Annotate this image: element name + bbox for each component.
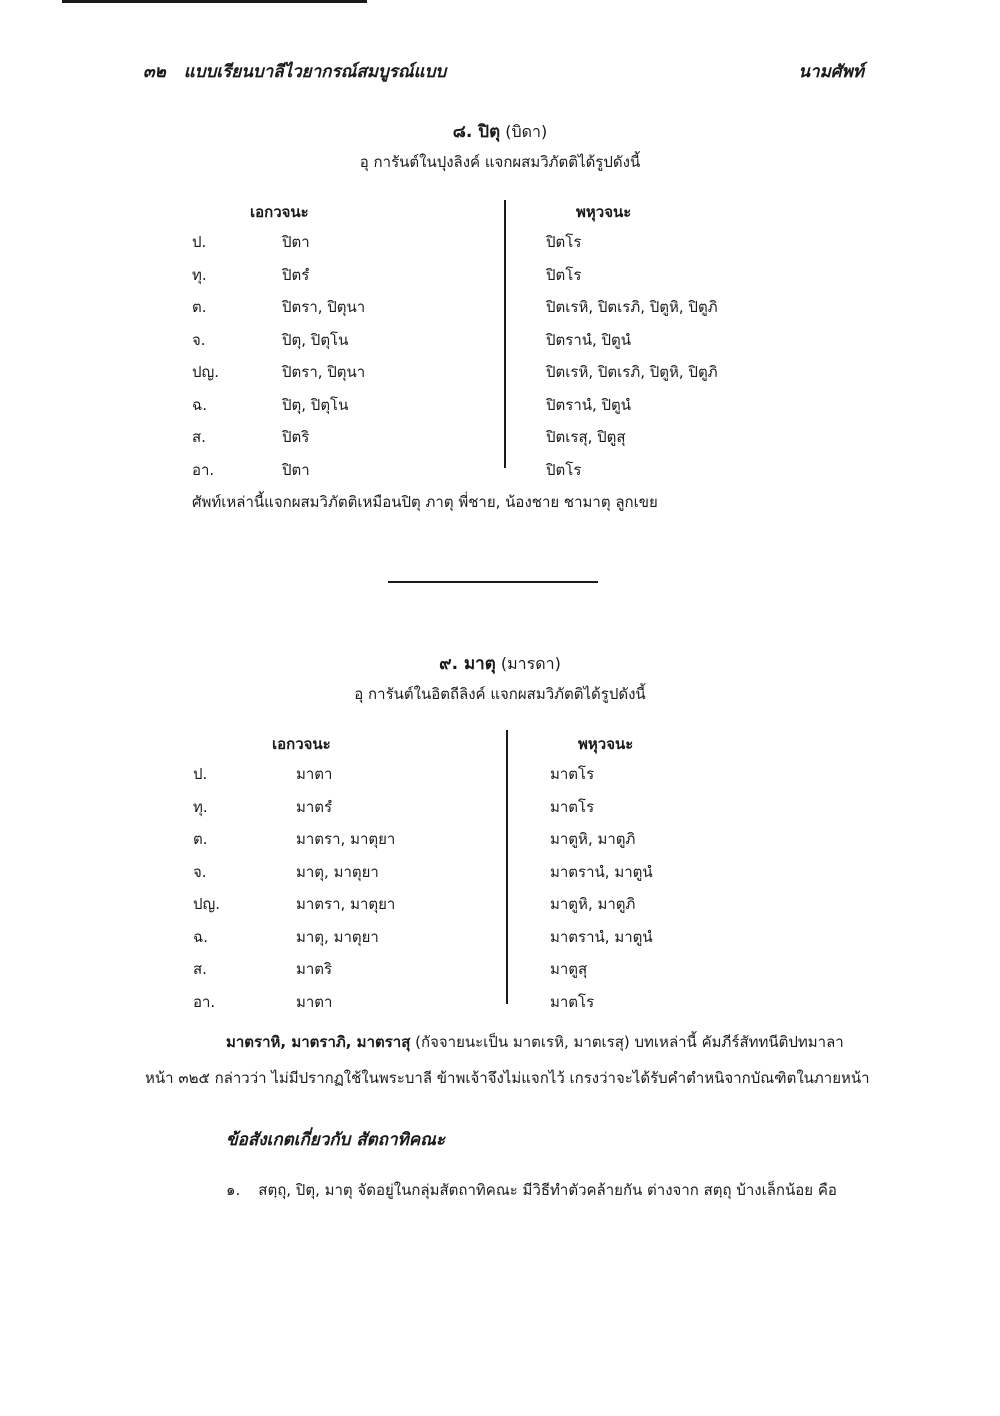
case-label: ฉ.: [192, 395, 207, 414]
section-8-note: ศัพท์เหล่านี้แจกผสมวิภัตติเหมือนปิตุ ภาตุ พี่ชาย, น้องชาย ชามาตุ ลูกเขย: [192, 493, 658, 511]
plural-form: มาตูหิ, มาตูภิ: [550, 830, 636, 848]
singular-form: มาตุ, มาตุยา: [296, 862, 379, 881]
case-label: จ.: [193, 862, 207, 881]
table-row: [0, 328, 1000, 358]
section-9-col-plural: พหุวจนะ: [578, 735, 634, 753]
plural-form: ปิตโร: [546, 460, 582, 479]
case-label: ทุ.: [193, 797, 208, 816]
table-row: [0, 263, 1000, 293]
singular-form: ปิตรา, ปิตุนา: [282, 363, 366, 381]
section-8-gloss: (บิดา): [505, 122, 548, 141]
case-label: อา.: [193, 992, 216, 1011]
case-label: ส.: [192, 428, 206, 446]
plural-form: มาตโร: [550, 797, 595, 816]
scan-edge-line: [62, 0, 367, 3]
case-label: ป.: [193, 765, 208, 783]
case-label: ต.: [193, 830, 208, 848]
observation-item-1: [226, 1178, 837, 1202]
table-row: [0, 762, 1000, 792]
table-row: [0, 360, 1000, 390]
table-row: [0, 230, 1000, 260]
paragraph-line-1-rest: (กัจจายนะเป็น มาตเรหิ, มาตเรสุ) บทเหล่านี้ คัมภีร์สัททนีติปทมาลา: [410, 1033, 844, 1051]
plural-form: มาตรานํ, มาตูนํ: [550, 862, 653, 881]
paragraph-line-2: หน้า ๓๒๕ กล่าวว่า ไม่มีปรากฏใช้ในพระบาลี ข้าพเจ้าจึงไม่แจกไว้ เกรงว่าจะได้รับคำตำหนิจากบัณฑิตในภายหน้า: [145, 1069, 870, 1087]
singular-form: ปิตรา, ปิตุนา: [282, 298, 366, 316]
plural-form: มาตโร: [550, 992, 595, 1011]
table-row: [0, 957, 1000, 987]
chapter-title: นามศัพท์: [798, 62, 864, 82]
table-row: [0, 295, 1000, 325]
table-row: [0, 827, 1000, 857]
table-row: [0, 892, 1000, 922]
table-row: [0, 458, 1000, 488]
case-label: ทุ.: [192, 265, 207, 284]
table-row: [0, 393, 1000, 423]
case-label: ฉ.: [193, 927, 208, 946]
plural-form: ปิตเรหิ, ปิตเรภิ, ปิตูหิ, ปิตูภิ: [546, 298, 718, 316]
paragraph-bold-forms: มาตราหิ, มาตราภิ, มาตราสุ: [226, 1033, 411, 1051]
singular-form: มาตรา, มาตุยา: [296, 830, 396, 848]
plural-form: ปิตรานํ, ปิตูนํ: [546, 395, 632, 414]
case-label: ป.: [192, 233, 207, 251]
plural-form: มาตูหิ, มาตูภิ: [550, 895, 636, 913]
section-8-col-singular: เอกวจนะ: [250, 203, 309, 221]
case-label: ต.: [192, 298, 207, 316]
section-8-col-plural: พหุวจนะ: [576, 203, 632, 221]
case-label: ปญ.: [192, 363, 220, 381]
section-9-title: [0, 650, 1000, 677]
case-label: ส.: [193, 960, 207, 978]
singular-form: มาตา: [296, 992, 333, 1011]
plural-form: มาตรานํ, มาตูนํ: [550, 927, 653, 946]
book-title: แบบเรียนบาลีไวยากรณ์สมบูรณ์แบบ: [183, 62, 447, 82]
plural-form: มาตโร: [550, 765, 595, 783]
section-9-col-singular: เอกวจนะ: [272, 735, 331, 753]
plural-form: ปิตเรหิ, ปิตเรภิ, ปิตูหิ, ปิตูภิ: [546, 363, 718, 381]
case-label: จ.: [192, 330, 206, 349]
plural-form: ปิตโร: [546, 233, 582, 251]
page-number: ๓๒: [143, 62, 166, 82]
plural-form: ปิตรานํ, ปิตูนํ: [546, 330, 632, 349]
plural-form: ปิตเรสุ, ปิตูสุ: [546, 428, 626, 446]
section-8-subtitle: อุ การันต์ในปุงลิงค์ แจกผสมวิภัตติได้รูปดังนี้: [359, 153, 641, 171]
table-row: [0, 925, 1000, 955]
section-8-number-title: ๘. ปิตุ: [452, 122, 501, 142]
singular-form: มาตรํ: [296, 797, 333, 816]
singular-form: มาตรา, มาตุยา: [296, 895, 396, 913]
observation-item-1-text: สตฺถุ, ปิตุ, มาตุ จัดอยู่ในกลุ่มสัตถาทิคณะ มีวิธีทำตัวคล้ายกัน ต่างจาก สตฺถุ บ้างเล็กน้อย คือ: [258, 1181, 837, 1199]
singular-form: ปิตริ: [282, 428, 310, 446]
singular-form: มาตา: [296, 765, 333, 783]
page-header-left: [143, 58, 458, 85]
section-9-subtitle: อุ การันต์ในอิตถีลิงค์ แจกผสมวิภัตติได้รูปดังนี้: [354, 685, 646, 703]
table-row: [0, 990, 1000, 1020]
observations-heading: ข้อสังเกตเกี่ยวกับ สัตถาทิคณะ: [226, 1130, 445, 1150]
table-row: [0, 860, 1000, 890]
paragraph-line-1: [226, 1024, 886, 1060]
case-label: อา.: [192, 460, 215, 479]
plural-form: ปิตโร: [546, 265, 582, 284]
singular-form: ปิตา: [282, 233, 310, 251]
case-label: ปญ.: [193, 895, 221, 913]
singular-form: ปิตุ, ปิตุโน: [282, 395, 349, 414]
singular-form: ปิตา: [282, 460, 310, 479]
section-9-gloss: (มารดา): [500, 654, 561, 673]
singular-form: ปิตุ, ปิตุโน: [282, 330, 349, 349]
singular-form: มาตริ: [296, 960, 333, 978]
singular-form: มาตุ, มาตุยา: [296, 927, 379, 946]
plural-form: มาตูสุ: [550, 960, 588, 978]
observation-item-1-number: ๑.: [226, 1181, 241, 1199]
table-row: [0, 795, 1000, 825]
table-row: [0, 425, 1000, 455]
section-8-title: [0, 118, 1000, 145]
singular-form: ปิตรํ: [282, 265, 310, 284]
section-9-number-title: ๙. มาตุ: [439, 654, 496, 674]
section-divider: [388, 581, 598, 583]
